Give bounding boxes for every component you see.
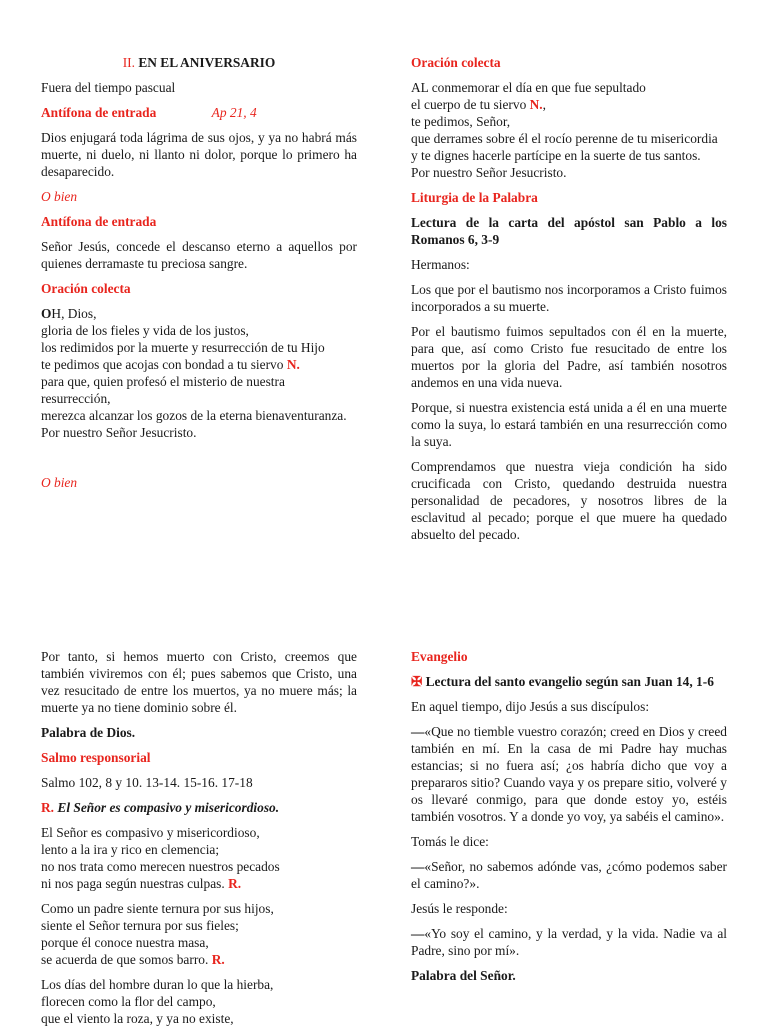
reading-title: Lectura de la carta del apóstol san Pablo a los Romanos 6, 3-9 — [411, 215, 727, 247]
gospel-narration: Jesús le responde: — [411, 901, 508, 916]
reading-paragraph: Comprendamos que nuestra vieja condición ha sido crucificada con Cristo, quedando destruida nuestra personalidad de pecadores, y nosotros libres de la esclavitud al pecado; porque el que muere ha quedado absuelto del pecado. — [411, 459, 727, 542]
season-note: Fuera del tiempo pascual — [41, 80, 176, 95]
column-top-left — [41, 54, 357, 499]
collect-line: los redimidos por la muerte y resurrección de tu Hijo — [41, 340, 325, 355]
reading-greeting: Hermanos: — [411, 257, 470, 272]
reading-paragraph: Por el bautismo fuimos sepultados con él en la muerte, para que, así como Cristo fue resucitado de entre los muertos por la gloria del Padre, así también nosotros andemos en una vida nueva. — [411, 324, 727, 390]
psalm-label: Salmo responsorial — [41, 750, 151, 765]
liturgy-label: Liturgia de la Palabra — [411, 190, 538, 205]
collect-line: te pedimos que acojas con bondad a tu siervo N. — [41, 357, 300, 372]
response-marker: R. — [41, 800, 55, 815]
antiphon2-text: Señor Jesús, concede el descanso eterno a aquellos por quienes derramaste tu preciosa sangre. — [41, 239, 357, 271]
psalm-stanza: El Señor es compasivo y misericordioso, lento a la ira y rico en clemencia; no nos trata como merecen nuestros pecados ni nos paga según nuestras culpas. R. — [41, 825, 280, 891]
gospel-quote: —«Que no tiemble vuestro corazón; creed en Dios y creed también en mí. En la casa de mi Padre hay muchas estancias; si no fuera así; ¿os habría dicho que voy a prepararos sitio? Cuando vaya y os prepare sitio, volveré y os llevaré conmigo, para que donde estoy yo, estéis también vosotros. Y a donde yo voy, ya sabéis el camino». — [411, 724, 727, 824]
cross-icon: ✠ — [411, 674, 423, 689]
dash-mark: — — [411, 926, 425, 941]
gospel-narration: Tomás le dice: — [411, 834, 489, 849]
antiphon2-label: Antífona de entrada — [41, 214, 157, 229]
antiphon-header — [41, 104, 357, 121]
o-bien-label: O bien — [41, 475, 78, 490]
collect-prayer — [41, 305, 357, 441]
psalm-response — [41, 799, 357, 816]
collect-line: y te dignes hacerle partícipe en la suerte de tus santos. — [411, 148, 701, 163]
gospel-title: ✠ Lectura del santo evangelio según san Juan 14, 1-6 — [411, 674, 714, 689]
collect-line: para que, quien profesó el misterio de nuestra — [41, 374, 285, 389]
collect-line: AL conmemorar el día en que fue sepultado — [411, 80, 646, 95]
column-bottom-right — [411, 648, 727, 992]
collect-line: resurrección, — [41, 391, 111, 406]
section-title: EN EL ANIVERSARIO — [138, 55, 276, 70]
n-marker: N. — [529, 97, 543, 112]
reading-paragraph: Por tanto, si hemos muerto con Cristo, creemos que también viviremos con él; pues sabemos que Cristo, una vez resucitado de entre los muertos, ya no muere más; la muerte ya no tiene dominio sobre él. — [41, 649, 357, 715]
response-text: El Señor es compasivo y misericordioso. — [57, 800, 280, 815]
column-bottom-left — [41, 648, 357, 1027]
antiphon-text: Dios enjugará toda lágrima de sus ojos, y ya no habrá más muerte, ni duelo, ni llanto ni dolor, porque lo primero ha desaparecido. — [41, 130, 357, 179]
collect-line: que derrames sobre él el rocío perenne de tu misericordia — [411, 131, 718, 146]
psalm-reference: Salmo 102, 8 y 10. 13-14. 15-16. 17-18 — [41, 775, 253, 790]
word-of-lord: Palabra del Señor. — [411, 968, 516, 983]
response-marker: R. — [228, 876, 242, 891]
column-top-right — [411, 54, 727, 551]
gospel-quote: —«Señor, no sabemos adónde vas, ¿cómo podemos saber el camino?». — [411, 859, 727, 891]
gospel-label: Evangelio — [411, 649, 468, 664]
o-bien-label: O bien — [41, 189, 78, 204]
collect-prayer — [411, 79, 727, 181]
reading-paragraph: Los que por el bautismo nos incorporamos a Cristo fuimos incorporados a su muerte. — [411, 282, 727, 314]
collect-line: el cuerpo de tu siervo N., — [411, 97, 547, 112]
gospel-intro: En aquel tiempo, dijo Jesús a sus discípulos: — [411, 699, 650, 714]
response-marker: R. — [211, 952, 225, 967]
collect-line: Por nuestro Señor Jesucristo. — [41, 425, 197, 440]
psalm-stanza: Como un padre siente ternura por sus hijos, siente el Señor ternura por sus fieles; porque él conoce nuestra masa, se acuerda de que somos barro. R. — [41, 901, 274, 967]
word-of-god: Palabra de Dios. — [41, 725, 136, 740]
collect-label: Oración colecta — [411, 55, 501, 70]
gospel-quote: —«Yo soy el camino, y la verdad, y la vida. Nadie va al Padre, sino por mí». — [411, 926, 727, 958]
section-number: II. — [122, 55, 135, 70]
collect-line: te pedimos, Señor, — [411, 114, 511, 129]
collect-line: gloria de los fieles y vida de los justos, — [41, 323, 249, 338]
reading-paragraph: Porque, si nuestra existencia está unida a él en una muerte como la suya, lo estará también en una resurrección como la suya. — [411, 400, 727, 449]
section-heading — [41, 54, 357, 71]
collect-first-line: OH, Dios, — [41, 306, 97, 321]
antiphon-reference: Ap 21, 4 — [211, 105, 257, 120]
collect-line: Por nuestro Señor Jesucristo. — [411, 165, 567, 180]
collect-initial: O — [41, 306, 52, 321]
collect-label: Oración colecta — [41, 281, 131, 296]
dash-mark: — — [411, 724, 425, 739]
dash-mark: — — [411, 859, 425, 874]
antiphon-label: Antífona de entrada — [41, 105, 157, 120]
n-marker: N. — [286, 357, 300, 372]
collect-line: merezca alcanzar los gozos de la eterna bienaventuranza. — [41, 408, 347, 423]
psalm-stanza: Los días del hombre duran lo que la hierba, florecen como la flor del campo, que el viento la roza, y ya no existe, — [41, 977, 274, 1026]
